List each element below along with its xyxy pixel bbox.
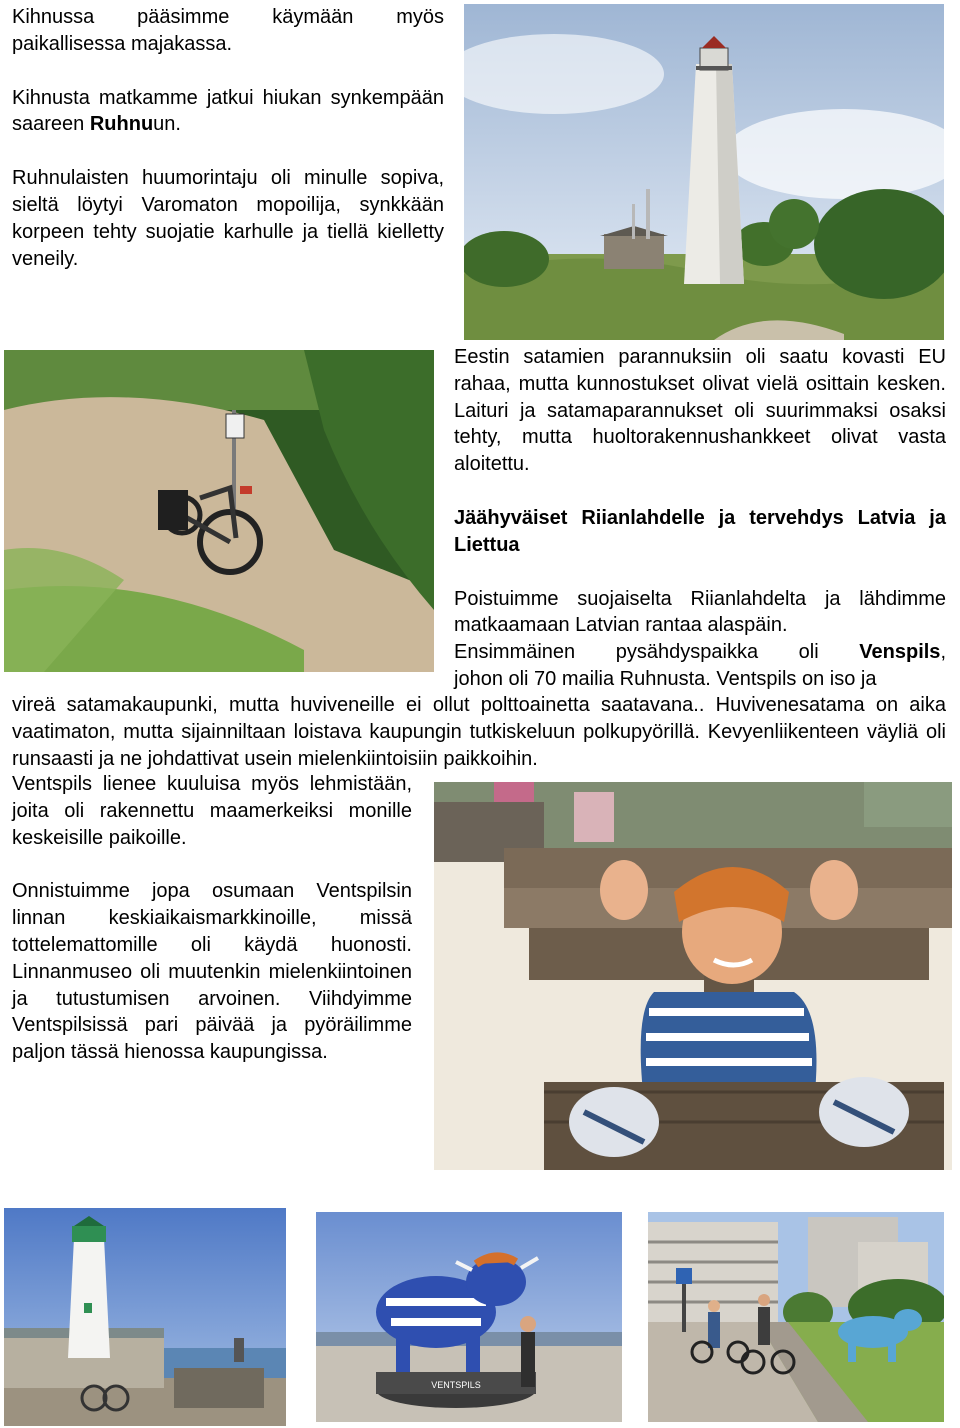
photo-ventspils-lighthouse [4,1208,286,1426]
paragraph-humor: Ruhnulaisten huumorintaju oli minulle sopiva, sieltä löytyi Varomaton mopoilija, synkkään korpeen tehty suojatie karhulle ja tiellä kielletty veneily. [12,167,444,270]
text-full-width [12,692,946,772]
photo-pillory [434,782,952,1170]
paragraph-ventspils-harbour: vireä satamakaupunki, mutta huviveneille ei ollut polttoainetta saatavana.. Huvivenesatama on aika vaatimaton, mutta sijainniltaan loistava kaupungin tutkiskeluun polkupyörillä. Kevyenliikenteen väyliä oli runsaasti ja ne johdattivat usein mielenkiintoisiin paikkoihin. [12,694,946,770]
paragraph-castle-market: Onnistuimme jopa osumaan Ventspilsin linnan keskiaikaismarkkinoille, missä tottelemattomille oli käydä huonosti. Linnanmuseo oli muutenkin mielenkiintoinen ja tutustumisen arvoinen. Viihdyimme Ventspilsissä pari päivää ja pyöräilimme paljon tässä hienossa kaupungissa. [12,880,412,1064]
photo-moped-slope [4,350,434,672]
paragraph-ruhnu: Kihnusta matkamme jatkui hiukan synkempään saareen Ruhnuun. [12,86,444,136]
text-col-right [454,344,946,693]
photo-street-green-cow [648,1212,944,1422]
text-col-bottom-left [12,771,412,1066]
statue-plate-text: VENTSPILS [431,1380,481,1390]
text-col-top-left [12,4,444,272]
bold-ruhnu: Ruhnu [89,113,154,136]
paragraph-first-stop: Ensimmäinen pysähdyspaikka oli Venspils, [454,641,946,664]
photo-blue-cow-statue [316,1212,622,1422]
bold-venspils: Venspils [859,641,941,664]
photo-kihnu-lighthouse [464,4,944,340]
section-heading: Jäähyväiset Riianlahdelle ja tervehdys Latvia ja Liettua [454,506,946,556]
paragraph-departure: Poistuimme suojaiselta Riianlahdelta ja lähdimme matkaamaan Latvian rantaa alaspäin. [454,587,946,637]
paragraph-first-stop-cont: johon oli 70 mailia Ruhnusta. Ventspils on iso ja [454,667,877,690]
paragraph-lighthouse: Kihnussa pääsimme käymään myös paikallisessa majakassa. [12,6,444,55]
paragraph-cows: Ventspils lienee kuuluisa myös lehmistään, joita oli rakennettu maamerkeiksi monille keskeisille paikoille. [12,773,412,849]
paragraph-eu-funding: Eestin satamien parannuksiin oli saatu kovasti EU rahaa, mutta kunnostukset olivat vielä osittain kesken. Laituri ja satamaparannukset oli suurimmaksi osaksi tehty, mutta huoltorakennushankkeet olivat vasta aloitettu. [454,346,946,476]
